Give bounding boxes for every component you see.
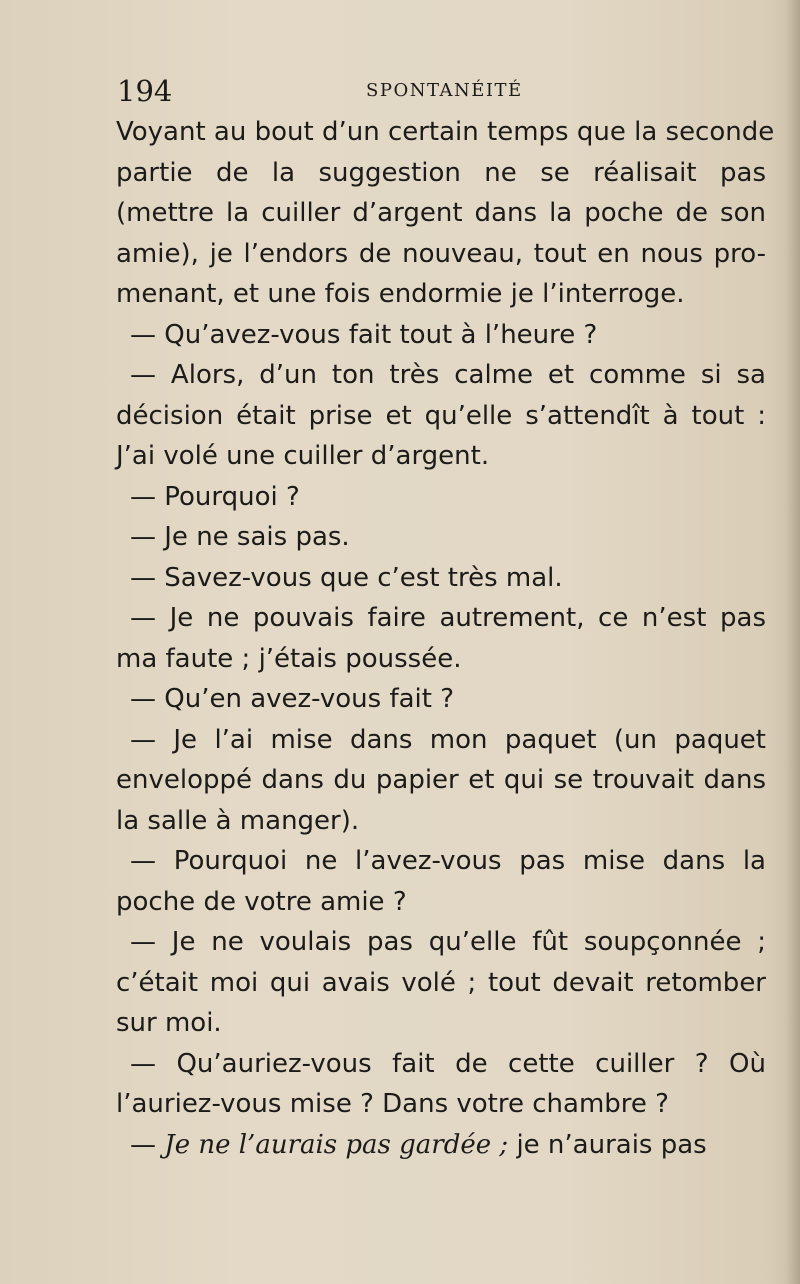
page-edge-shadow [786,0,800,1284]
dialogue-line: — Je l’ai mise dans mon paquet (un paquet [130,724,766,755]
dialogue-line [116,1125,766,1166]
text-line: ma faute ; j’étais poussée. [116,643,462,674]
dialogue-dash: — [130,1129,165,1160]
dialogue-line: — Alors, d’un ton très calme et comme si sa [130,360,766,390]
running-head [117,74,757,108]
running-title: SPONTANÉITÉ [366,80,523,101]
text-line: menant, et une fois endormie je l’interroge. [116,279,685,309]
dialogue-line: — Pourquoi ? [130,481,300,512]
page-number: 194 [117,74,173,108]
text-line: partie de la suggestion ne se réalisait pas [116,157,766,188]
text-line: sur moi. [116,1008,222,1038]
text-line: (mettre la cuiller d’argent dans la poche de son [116,198,766,228]
dialogue-line: — Savez-vous que c’est très mal. [130,562,563,593]
text-line: enveloppé dans du papier et qui se trouvait dans [116,765,766,795]
dialogue-line: — Je ne pouvais faire autrement, ce n’est pas [130,603,766,633]
dialogue-line: — Je ne voulais pas qu’elle fût soupçonnée ; [130,927,766,957]
dialogue-line: — Pourquoi ne l’avez-vous pas mise dans la [130,846,766,876]
dialogue-line: — Je ne sais pas. [130,522,350,552]
text-fragment: je n’aurais pas [508,1129,707,1160]
italic-quote: Je ne l’aurais pas gardée ; [164,1129,509,1160]
text-line: Voyant au bout d’un certain temps que la seconde [116,117,775,147]
text-line: amie), je l’endors de nouveau, tout en nous pro- [116,238,766,269]
text-line: J’ai volé une cuiller d’argent. [116,441,490,471]
dialogue-line: — Qu’avez-vous fait tout à l’heure ? [130,319,598,350]
body-text [116,112,775,1165]
text-line: décision était prise et qu’elle s’attendît à tout : [116,400,766,431]
dialogue-line: — Qu’en avez-vous fait ? [130,684,455,714]
text-line: poche de votre amie ? [116,886,407,917]
text-line: la salle à manger). [116,805,360,836]
text-line: c’était moi qui avais volé ; tout devait retomber [116,967,766,998]
text-line: l’auriez-vous mise ? Dans votre chambre ? [116,1089,669,1119]
dialogue-line: — Qu’auriez-vous fait de cette cuiller ? Où [130,1048,766,1079]
